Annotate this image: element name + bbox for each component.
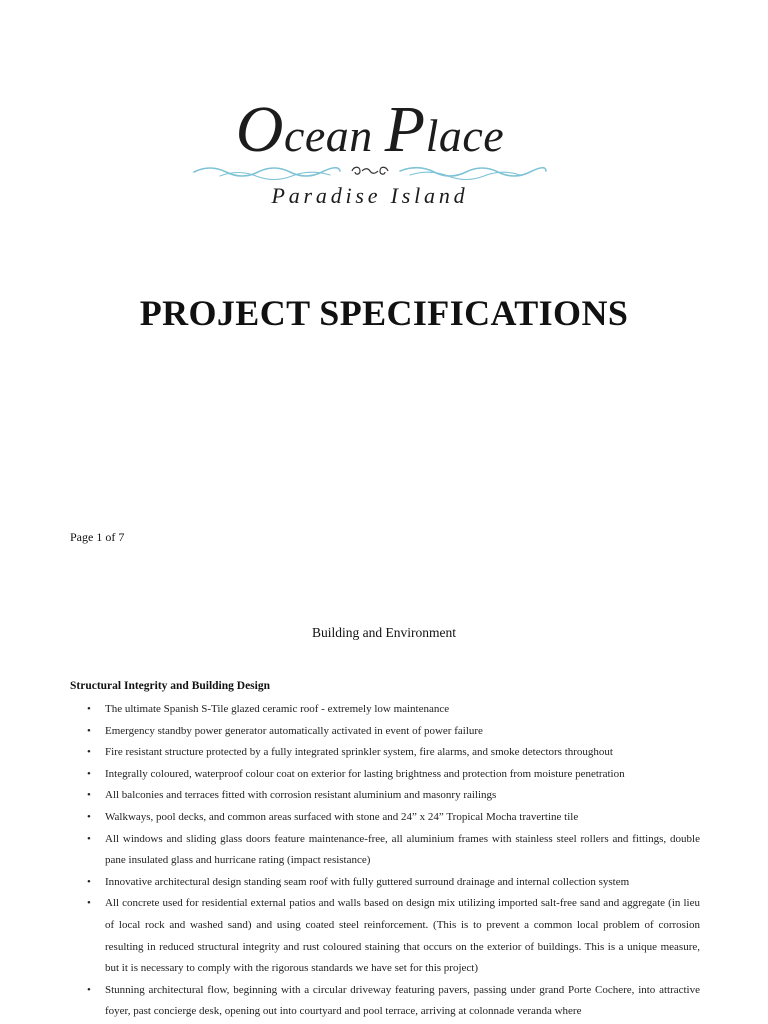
logo-title-cap-o: O bbox=[235, 93, 284, 166]
ocean-place-logo bbox=[190, 93, 550, 212]
logo-title-cap-p: P bbox=[384, 93, 426, 166]
list-item: • Emergency standby power generator automatically activated in event of power failure bbox=[70, 721, 700, 743]
logo-title-place: lace bbox=[425, 110, 505, 161]
list-item: • All balconies and terraces fitted with corrosion resistant aluminium and masonry railings bbox=[70, 785, 700, 807]
list-item: • The ultimate Spanish S-Tile glazed ceramic roof - extremely low maintenance bbox=[70, 699, 700, 721]
list-item: • Fire resistant structure protected by a fully integrated sprinkler system, fire alarms, and smoke detectors throughout bbox=[70, 742, 700, 764]
list-item: • Innovative architectural design standing seam roof with fully guttered surround drainage and internal collection system bbox=[70, 872, 700, 894]
wave-ornament-icon bbox=[190, 160, 550, 182]
logo-subtitle: Paradise Island bbox=[271, 183, 469, 208]
list-item: • Stunning architectural flow, beginning with a circular driveway featuring pavers, passing under grand Porte Cochere, into attractive foyer, past concierge desk, opening out into courtyard and pool terrace, arriving at colonnade veranda where bbox=[70, 980, 700, 1023]
list-item: • All concrete used for residential external patios and walls based on design mix utilizing imported salt-free sand and aggregate (in lieu of local rock and washed sand) and using coated steel reinforcement. (This is to prevent a common local problem of corrosion resulting in reduced structural integrity and rust coloured staining that occurs on the exterior of buildings. This is a unique measure, but it is necessary to comply with the rigorous standards we have set for this project) bbox=[70, 893, 700, 979]
page-number: Page 1 of 7 bbox=[70, 530, 125, 544]
section-heading: Building and Environment bbox=[312, 625, 456, 640]
logo-title-ocean: cean bbox=[283, 110, 385, 161]
list-item: • Integrally coloured, waterproof colour coat on exterior for lasting brightness and protection from moisture penetration bbox=[70, 764, 700, 786]
subsection-heading: Structural Integrity and Building Design bbox=[70, 680, 270, 692]
list-item: • All windows and sliding glass doors feature maintenance-free, all aluminium frames with stainless steel rollers and fittings, double pane insulated glass and hurricane rating (impact resistance) bbox=[70, 829, 700, 872]
document-title: PROJECT SPECIFICATIONS bbox=[139, 293, 629, 333]
logo-title bbox=[190, 93, 550, 166]
list-item: • Walkways, pool decks, and common areas surfaced with stone and 24” x 24” Tropical Mocha travertine tile bbox=[70, 807, 700, 829]
specification-list bbox=[70, 699, 700, 1023]
